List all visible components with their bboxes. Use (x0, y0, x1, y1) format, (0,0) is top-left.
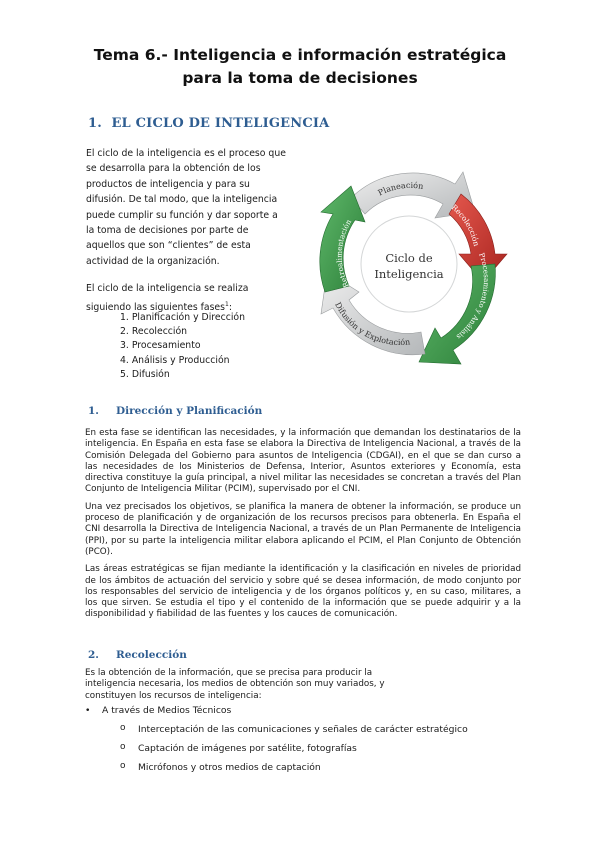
phase-item: 5. Difusión (120, 368, 170, 380)
phases-list (120, 311, 245, 382)
phase-item: 3. Procesamiento (120, 340, 201, 352)
label-difusion: Difusión y Explotación (333, 300, 411, 348)
subsection-1-paragraph-2: Una vez precisados los objetivos, se planifica la manera de obtener la información, se produce un proceso de planificación y de organización de los recursos precisos para obtenerla. En España el CNI desarrolla la Directiva de Inteligencia Nacional, a través de un Plan Permanente de Inteligencia (PPI), por su parte la inteligencia militar elabora aplicando el PCIM, el Plan Conjunto de Obtención (PCO). (85, 501, 521, 557)
phase-item: 1. Planificación y Dirección (120, 312, 246, 323)
document-title (0, 44, 600, 90)
intro-paragraph-1: El ciclo de la inteligencia es el proceso que se desarrolla para la obtención de los productos de inteligencia y para su difusión. De tal modo, que la inteligencia puede cumplir su función y dar soporte a la toma de decisiones por parte de aquellos que son “clientes” de esta actividad de la organización. (86, 148, 286, 267)
phase-item: 4. Análisis y Producción (120, 354, 230, 366)
title-line-1: Tema 6.- Inteligencia e información estratégica (93, 46, 507, 64)
subbullet-interceptacion: Interceptación de las comunicaciones y señales de carácter estratégico (138, 724, 468, 735)
subbullet-microfonos: Micrófonos y otros medios de captación (138, 762, 321, 773)
subsection-1-paragraph-1: En esta fase se identifican las necesidades, y la información que demandan los destinatarios de la inteligencia. En España en esta fase se elabora la Directiva de Inteligencia Nacional, a través de la Comisión Delegada del Gobierno para asuntos de Inteligencia (CDGAI), en el que se dan curso a las necesidades de los Ministerios de Defensa, Interior, Asuntos exteriores y Economía, esta directiva constituye la guía principal, a nivel militar las necesidades se concretan a través del Plan Conjunto de Inteligencia Militar (PCIM), supervisado por el CNI. (85, 428, 521, 495)
intro-paragraph-2-text: El ciclo de la inteligencia se realiza siguiendo las siguientes fases (86, 283, 249, 313)
bullet-medios-tecnicos: A través de Medios Técnicos (102, 705, 232, 716)
subsection-1-body (85, 428, 521, 627)
intro-paragraph-2-end: : (228, 301, 232, 313)
subsection-2-body (85, 668, 425, 708)
section-1-intro (86, 146, 288, 327)
subbullet-captacion: Captación de imágenes por satélite, fotografías (138, 743, 357, 754)
subsection-1-heading (88, 405, 262, 417)
section-1-heading (88, 116, 329, 131)
section-1-number: 1. (88, 116, 102, 131)
subsection-1-title: Dirección y Planificación (116, 405, 263, 417)
subsection-1-number: 1. (88, 405, 99, 417)
intelligence-cycle-diagram (303, 142, 513, 388)
label-recoleccion: Recolección (449, 202, 481, 248)
diagram-center-line-2: Inteligencia (374, 267, 444, 281)
phase-item: 2. Recolección (120, 326, 188, 338)
subsection-2-paragraph: Es la obtención de la información, que se precisa para producir la inteligencia necesaria, los medios de obtención son muy variados, y constituyen los recursos de inteligencia: (85, 668, 385, 701)
section-1-title: EL CICLO DE INTELIGENCIA (111, 116, 330, 131)
label-retroalimentacion: Retroalimentación (334, 217, 354, 290)
subsection-2-heading (88, 649, 187, 661)
subsection-2-title: Recolección (116, 649, 187, 661)
footnote-mark: 1 (225, 300, 229, 308)
diagram-center-line-1: Ciclo de (385, 251, 433, 265)
subsection-1-paragraph-3: Las áreas estratégicas se fijan mediante la identificación y la clasificación en niveles de prioridad de los ámbitos de actuación del servicio y sobre qué se desea información, de modo conjunto por los responsables del servicio de inteligencia y de los órganos políticos y, en su caso, militares, a los que sirven. Se estudia el tipo y el contenido de la información que se puede adquirir y a la disponibilidad y fiabilidad de las fuentes y los cauces de comunicación. (85, 564, 521, 620)
subsection-2-number: 2. (88, 649, 99, 661)
label-planeacion: Planeación (376, 180, 425, 198)
title-line-2: para la toma de decisiones (182, 69, 418, 87)
label-procesamiento: Procesamiento y Análisis (454, 251, 491, 342)
